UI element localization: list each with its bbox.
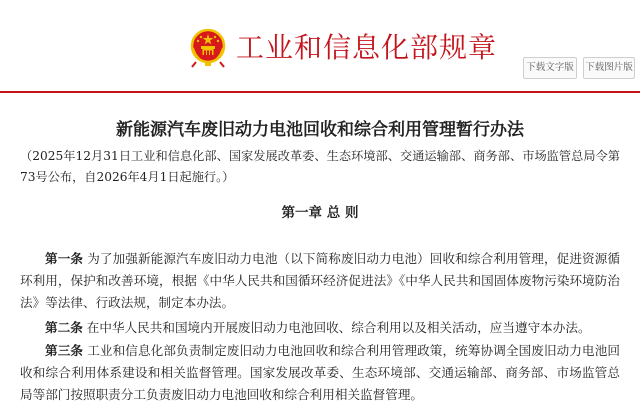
national-emblem-icon — [190, 28, 226, 68]
publication-note: （2025年12月31日工业和信息化部、国家发展改革委、生态环境部、交通运输部、商务部、市场监管总局令第73号公布，自2026年4月1日起施行。） — [20, 149, 620, 184]
download-pictures-button[interactable]: 下载图片版 — [583, 57, 635, 79]
header-divider — [0, 91, 640, 93]
article-number: 第一条 — [45, 251, 84, 266]
article-1 — [20, 248, 620, 314]
document-title: 新能源汽车废旧动力电池回收和综合利用管理暂行办法 — [116, 120, 524, 140]
article-text: 在中华人民共和国境内开展废旧动力电池回收、综合利用以及相关活动，应当遵守本办法。 — [86, 320, 591, 335]
site-title: 工业和信息化部规章 — [236, 31, 498, 64]
site-header — [0, 0, 640, 92]
article-text: 为了加强新能源汽车废旧动力电池（以下简称废旧动力电池）回收和综合利用管理，促进资源循环利用，保护和改善环境，根据《中华人民共和国循环经济促进法》《中华人民共和国固体废物污染环境防治法》等法律、行政法规，制定本办法。 — [20, 251, 621, 310]
article-number: 第二条 — [45, 320, 83, 335]
download-text-button[interactable]: 下载文字版 — [523, 57, 577, 79]
article-number: 第三条 — [45, 343, 84, 358]
article-2 — [20, 317, 620, 339]
article-text: 工业和信息化部负责制定废旧动力电池回收和综合利用管理政策，统筹协调全国废旧动力电池回收和综合利用体系建设和相关监督管理。国家发展改革委、生态环境部、交通运输部、商务部、市场监管总局等部门按照职责分工负责废旧动力电池回收和综合利用相关监督管理。 — [20, 343, 621, 402]
chapter-heading: 第一章 总 则 — [281, 205, 359, 221]
article-3 — [20, 340, 620, 406]
